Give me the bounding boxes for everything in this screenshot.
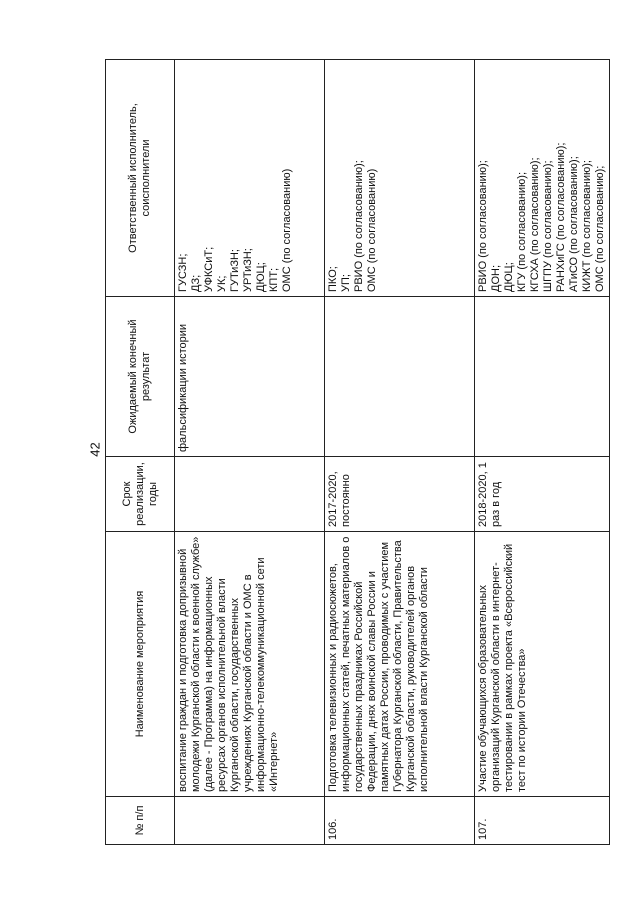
executor-item: УРТиЗН; — [242, 248, 254, 292]
executor-item: РВИО (по согласованию); — [353, 160, 365, 292]
row-executors — [475, 60, 610, 297]
table-header-row — [106, 60, 175, 845]
executor-item: КИЖТ (по согласованию); — [581, 160, 593, 292]
row-result — [475, 297, 610, 457]
executor-item: АТиСО (по согласованию); — [568, 156, 580, 292]
rotated-table-container — [105, 60, 610, 845]
row-action: Подготовка телевизионных и радиосюжетов, информационных статей, печатных материалов о государственных праздниках Российской Федерации, днях воинской славы России и памятных датах России, проводимых с участием Губернатора Курганской области, Правительства Курганской области, руководителей органов исполнительной власти Курганской области — [325, 532, 475, 797]
executor-item: ГУТиЗН; — [229, 249, 241, 292]
row-term: 2018-2020, 1 раз в год — [475, 457, 610, 532]
executor-item: ОМС (по согласованию) — [366, 168, 378, 292]
row-term — [175, 457, 325, 532]
row-num — [175, 797, 325, 845]
table-row — [175, 60, 325, 845]
page-number: 42 — [87, 442, 103, 457]
executor-item: ДЮЦ; — [255, 262, 267, 292]
header-action: Наименование мероприятия — [106, 532, 175, 797]
row-num: 107. — [475, 797, 610, 845]
executor-item: ОМС (по согласованию) — [281, 168, 293, 292]
table-row — [475, 60, 610, 845]
executor-item: ДЮЦ; — [503, 262, 515, 292]
executor-item: ДЗ; — [190, 274, 202, 292]
executor-item: ГУСЗН; — [177, 253, 189, 292]
executor-item: КГСХА (по согласованию); — [529, 157, 541, 292]
executor-item: ДОН; — [490, 264, 502, 292]
row-result: фальсификации истории — [175, 297, 325, 457]
activities-table — [105, 59, 610, 845]
row-executors — [175, 60, 325, 297]
row-term: 2017-2020, постоянно — [325, 457, 475, 532]
row-action: Участие обучающихся образовательных организаций Курганской области в интернет-тестировании в рамках проекта «Всероссийский тест по истории Отечества» — [475, 532, 610, 797]
header-term: Срок реализации, годы — [106, 457, 175, 532]
executor-item: КГУ (по согласованию); — [516, 171, 528, 292]
executor-item: УК; — [216, 275, 228, 292]
executor-item: РВИО (по согласованию); — [477, 160, 489, 292]
executor-item: ОМС (по согласованию); — [594, 165, 606, 292]
header-num: № п/п — [106, 797, 175, 845]
executor-item: ШГПУ (по согласованию); — [542, 160, 554, 292]
executor-item: УП; — [340, 274, 352, 292]
row-executors — [325, 60, 475, 297]
header-executor: Ответственный исполнитель, соисполнители — [106, 60, 175, 297]
executor-item: КПТ; — [268, 267, 280, 292]
row-action: воспитание граждан и подготовка допризывной молодежи Курганской области к военной службе» (далее - Программа) на информационных ресурсах органов исполнительной власти Курганской области, государственных учреждениях Курганской области и ОМС в информационно-телекоммуникационной сети «Интернет» — [175, 532, 325, 797]
executor-item: УФКСиТ; — [203, 246, 215, 292]
header-result: Ожидаемый конечный результат — [106, 297, 175, 457]
executor-item: РАНХиГС (по согласованию); — [555, 142, 567, 292]
row-num: 106. — [325, 797, 475, 845]
executor-item: ПКО; — [327, 266, 339, 292]
table-row — [325, 60, 475, 845]
row-result — [325, 297, 475, 457]
